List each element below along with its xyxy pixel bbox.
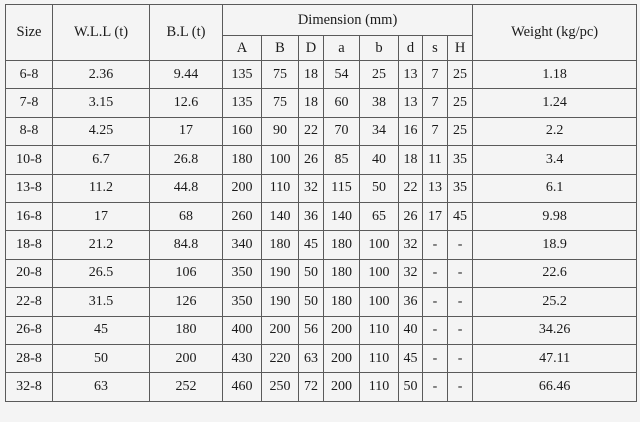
cell-dim-h: - [448, 259, 473, 287]
cell-dim-s: - [423, 288, 448, 316]
cell-bl: 200 [150, 344, 223, 372]
cell-size: 18-8 [6, 231, 53, 259]
cell-dim-d-upper: 18 [299, 89, 324, 117]
cell-dim-b-upper: 90 [262, 117, 299, 145]
cell-dim-a-lower: 70 [324, 117, 360, 145]
cell-dim-d-upper: 36 [299, 202, 324, 230]
table-row [6, 117, 637, 145]
cell-dim-a-upper: 180 [223, 146, 262, 174]
cell-dim-b-upper: 180 [262, 231, 299, 259]
cell-wll: 45 [53, 316, 150, 344]
cell-bl: 84.8 [150, 231, 223, 259]
cell-dim-b-lower: 65 [360, 202, 399, 230]
cell-dim-a-lower: 180 [324, 288, 360, 316]
cell-bl: 126 [150, 288, 223, 316]
cell-dim-b-lower: 25 [360, 61, 399, 89]
cell-weight: 25.2 [473, 288, 637, 316]
cell-dim-b-upper: 200 [262, 316, 299, 344]
cell-dim-a-upper: 460 [223, 373, 262, 401]
cell-dim-d-upper: 32 [299, 174, 324, 202]
cell-weight: 3.4 [473, 146, 637, 174]
cell-dim-a-upper: 160 [223, 117, 262, 145]
cell-dim-b-lower: 110 [360, 316, 399, 344]
column-header-dim-h: H [448, 36, 473, 61]
cell-dim-a-lower: 180 [324, 259, 360, 287]
cell-dim-a-lower: 115 [324, 174, 360, 202]
cell-dim-h: - [448, 344, 473, 372]
cell-wll: 50 [53, 344, 150, 372]
cell-dim-d-upper: 50 [299, 259, 324, 287]
cell-dim-a-upper: 430 [223, 344, 262, 372]
cell-bl: 12.6 [150, 89, 223, 117]
cell-dim-s: 13 [423, 174, 448, 202]
cell-dim-d-upper: 22 [299, 117, 324, 145]
cell-dim-a-upper: 135 [223, 89, 262, 117]
cell-dim-b-upper: 100 [262, 146, 299, 174]
cell-dim-s: 7 [423, 117, 448, 145]
column-header-dim-b-lower: b [360, 36, 399, 61]
cell-weight: 9.98 [473, 202, 637, 230]
cell-dim-b-upper: 190 [262, 259, 299, 287]
column-header-dim-b-upper: B [262, 36, 299, 61]
cell-dim-d-lower: 26 [399, 202, 423, 230]
cell-bl: 26.8 [150, 146, 223, 174]
cell-dim-s: - [423, 316, 448, 344]
cell-dim-a-lower: 180 [324, 231, 360, 259]
cell-wll: 4.25 [53, 117, 150, 145]
cell-dim-b-lower: 40 [360, 146, 399, 174]
cell-weight: 34.26 [473, 316, 637, 344]
column-header-dim-a-lower: a [324, 36, 360, 61]
table-row [6, 288, 637, 316]
cell-bl: 180 [150, 316, 223, 344]
cell-dim-h: - [448, 231, 473, 259]
column-header-dim-s: s [423, 36, 448, 61]
cell-dim-a-upper: 135 [223, 61, 262, 89]
cell-size: 8-8 [6, 117, 53, 145]
cell-wll: 31.5 [53, 288, 150, 316]
cell-dim-b-lower: 34 [360, 117, 399, 145]
cell-dim-b-upper: 110 [262, 174, 299, 202]
column-header-weight: Weight (kg/pc) [473, 5, 637, 61]
cell-dim-h: 35 [448, 146, 473, 174]
cell-dim-d-lower: 36 [399, 288, 423, 316]
cell-dim-a-upper: 350 [223, 259, 262, 287]
cell-weight: 2.2 [473, 117, 637, 145]
cell-dim-d-lower: 13 [399, 89, 423, 117]
cell-dim-d-lower: 18 [399, 146, 423, 174]
cell-size: 13-8 [6, 174, 53, 202]
cell-dim-b-lower: 38 [360, 89, 399, 117]
table-row [6, 344, 637, 372]
cell-wll: 2.36 [53, 61, 150, 89]
cell-dim-b-lower: 110 [360, 344, 399, 372]
cell-weight: 47.11 [473, 344, 637, 372]
cell-dim-a-lower: 85 [324, 146, 360, 174]
cell-dim-s: 7 [423, 89, 448, 117]
cell-size: 16-8 [6, 202, 53, 230]
cell-weight: 6.1 [473, 174, 637, 202]
cell-size: 7-8 [6, 89, 53, 117]
cell-wll: 3.15 [53, 89, 150, 117]
table-row [6, 174, 637, 202]
cell-dim-s: - [423, 344, 448, 372]
cell-size: 32-8 [6, 373, 53, 401]
cell-dim-d-upper: 26 [299, 146, 324, 174]
cell-bl: 9.44 [150, 61, 223, 89]
cell-dim-h: - [448, 373, 473, 401]
cell-dim-h: - [448, 316, 473, 344]
cell-dim-a-upper: 340 [223, 231, 262, 259]
cell-dim-d-lower: 32 [399, 231, 423, 259]
cell-wll: 26.5 [53, 259, 150, 287]
column-header-dim-d-upper: D [299, 36, 324, 61]
cell-dim-b-lower: 100 [360, 288, 399, 316]
table-body [6, 61, 637, 402]
cell-weight: 22.6 [473, 259, 637, 287]
cell-dim-b-lower: 50 [360, 174, 399, 202]
cell-dim-d-lower: 50 [399, 373, 423, 401]
cell-dim-h: 25 [448, 61, 473, 89]
cell-dim-a-upper: 260 [223, 202, 262, 230]
cell-dim-a-lower: 200 [324, 373, 360, 401]
cell-dim-a-lower: 54 [324, 61, 360, 89]
cell-dim-h: 35 [448, 174, 473, 202]
cell-size: 28-8 [6, 344, 53, 372]
cell-dim-s: 11 [423, 146, 448, 174]
header-row [6, 5, 637, 36]
cell-dim-b-upper: 140 [262, 202, 299, 230]
column-header-dim-a-upper: A [223, 36, 262, 61]
cell-dim-s: 7 [423, 61, 448, 89]
cell-dim-d-lower: 40 [399, 316, 423, 344]
cell-dim-d-upper: 45 [299, 231, 324, 259]
cell-weight: 1.24 [473, 89, 637, 117]
table-row [6, 259, 637, 287]
specification-table [5, 4, 637, 402]
table-row [6, 231, 637, 259]
cell-dim-d-lower: 32 [399, 259, 423, 287]
cell-bl: 68 [150, 202, 223, 230]
cell-dim-d-lower: 16 [399, 117, 423, 145]
column-header-wll: W.L.L (t) [53, 5, 150, 61]
cell-bl: 17 [150, 117, 223, 145]
cell-dim-a-lower: 200 [324, 344, 360, 372]
table-row [6, 89, 637, 117]
cell-dim-a-lower: 200 [324, 316, 360, 344]
cell-dim-s: - [423, 373, 448, 401]
cell-dim-b-lower: 110 [360, 373, 399, 401]
column-header-size: Size [6, 5, 53, 61]
cell-dim-b-upper: 75 [262, 89, 299, 117]
cell-dim-d-upper: 18 [299, 61, 324, 89]
cell-dim-b-lower: 100 [360, 259, 399, 287]
cell-dim-h: - [448, 288, 473, 316]
column-group-dimension: Dimension (mm) [223, 5, 473, 36]
cell-bl: 106 [150, 259, 223, 287]
cell-dim-b-upper: 190 [262, 288, 299, 316]
cell-dim-d-upper: 72 [299, 373, 324, 401]
column-header-dim-d-lower: d [399, 36, 423, 61]
cell-dim-s: 17 [423, 202, 448, 230]
cell-wll: 21.2 [53, 231, 150, 259]
cell-size: 26-8 [6, 316, 53, 344]
cell-dim-d-lower: 45 [399, 344, 423, 372]
cell-dim-s: - [423, 231, 448, 259]
table-row [6, 61, 637, 89]
table-row [6, 373, 637, 401]
cell-bl: 252 [150, 373, 223, 401]
cell-size: 22-8 [6, 288, 53, 316]
cell-dim-d-lower: 22 [399, 174, 423, 202]
cell-dim-b-lower: 100 [360, 231, 399, 259]
cell-wll: 6.7 [53, 146, 150, 174]
cell-dim-h: 45 [448, 202, 473, 230]
cell-dim-a-upper: 400 [223, 316, 262, 344]
cell-dim-a-lower: 140 [324, 202, 360, 230]
cell-dim-a-upper: 200 [223, 174, 262, 202]
cell-wll: 17 [53, 202, 150, 230]
table-header [6, 5, 637, 61]
cell-size: 6-8 [6, 61, 53, 89]
cell-weight: 66.46 [473, 373, 637, 401]
cell-dim-h: 25 [448, 89, 473, 117]
cell-dim-s: - [423, 259, 448, 287]
cell-dim-b-upper: 250 [262, 373, 299, 401]
cell-dim-b-upper: 220 [262, 344, 299, 372]
table-row [6, 146, 637, 174]
cell-wll: 11.2 [53, 174, 150, 202]
cell-dim-b-upper: 75 [262, 61, 299, 89]
table-row [6, 202, 637, 230]
cell-dim-d-upper: 50 [299, 288, 324, 316]
cell-dim-d-upper: 63 [299, 344, 324, 372]
cell-dim-d-lower: 13 [399, 61, 423, 89]
cell-weight: 1.18 [473, 61, 637, 89]
cell-dim-a-upper: 350 [223, 288, 262, 316]
cell-dim-a-lower: 60 [324, 89, 360, 117]
column-header-bl: B.L (t) [150, 5, 223, 61]
cell-dim-d-upper: 56 [299, 316, 324, 344]
cell-size: 10-8 [6, 146, 53, 174]
cell-weight: 18.9 [473, 231, 637, 259]
cell-bl: 44.8 [150, 174, 223, 202]
cell-size: 20-8 [6, 259, 53, 287]
cell-dim-h: 25 [448, 117, 473, 145]
table-row [6, 316, 637, 344]
cell-wll: 63 [53, 373, 150, 401]
